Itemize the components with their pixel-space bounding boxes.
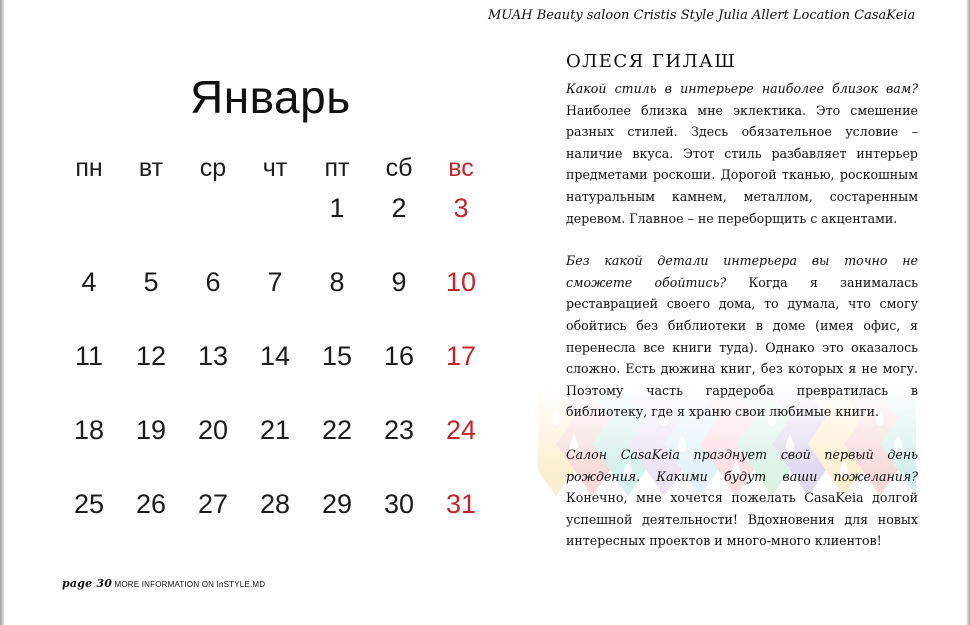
calendar-day: 1 [329,193,345,223]
qa-block-1 [566,78,918,229]
question-3: Салон CasaKeia празднует свой первый день рождения. Какими будут ваши пожелания? [566,446,918,484]
calendar-day: 6 [205,267,221,297]
calendar-day: 28 [259,489,291,519]
weekday-header: пт [324,154,350,182]
answer-1: Наиболее близка мне эклектика. Это смешение разных стилей. Здесь обязательное условие – наличие вкуса. Этот стиль разбавляет интерьер предметами роскоши. Дорогой тканью, роскошным натуральным камнем, металлом, состаренным деревом. Главное – не переборщить с акцентами. [566,102,918,226]
calendar-day: 16 [383,341,415,371]
calendar-empty-cell [58,188,120,262]
calendar-day: 3 [453,193,469,223]
photo-credits: MUAH Beauty saloon Cristis Style Julia Allert Location CasaKeia [488,8,916,23]
page-spine-left [0,0,4,625]
calendar-day: 17 [445,341,477,371]
calendar-empty-cell [120,188,182,262]
footer-link-text[interactable]: MORE INFORMATION ON InSTYLE.MD [114,580,266,589]
interviewee-name: ОЛЕСЯ ГИЛАШ [566,51,737,72]
calendar-day: 15 [321,341,353,371]
calendar-day: 11 [74,341,104,371]
calendar-day: 26 [135,489,167,519]
calendar-empty-cell [182,188,244,262]
calendar-day: 30 [383,489,415,519]
calendar-day: 9 [391,267,407,297]
calendar-day: 22 [321,415,353,445]
calendar-day: 12 [135,341,167,371]
calendar-month-title: Январь [190,71,351,123]
calendar-day: 5 [143,267,159,297]
weekday-header: ср [199,154,227,182]
calendar-grid [58,148,492,558]
calendar-day: 20 [197,415,229,445]
calendar-day: 31 [445,489,477,519]
calendar-day: 29 [321,489,353,519]
answer-3: Конечно, мне хочется пожелать CasaKeia долгой успешной деятельности! Вдохновения для новых интересных проектов и много-много клиентов! [566,490,918,549]
calendar-day: 7 [267,267,283,297]
calendar-day: 23 [383,415,415,445]
question-2: Без какой детали интерьера вы точно не сможете обойтись? [566,253,918,290]
weekday-header: сб [385,154,413,182]
calendar-day: 8 [329,267,345,297]
answer-2: Когда я занималась реставрацией своего дома, то думала, что смогу обойтись без библиотеки в доме (имея офис, я перенесла все книги туда). Однако это оказалось сложно. Есть дюжина книг, без которых я не могу. Поэтому часть гардероба превратилась в библиотеку, где я храню свои любимые книги. [566,274,918,420]
calendar-day: 2 [391,193,407,223]
weekday-header: чт [262,154,288,182]
weekday-header: пн [75,154,103,182]
calendar-empty-cell [244,188,306,262]
calendar-day: 25 [73,489,105,519]
calendar-day: 14 [259,341,291,371]
qa-block-3 [566,444,918,552]
page-spine-right [966,0,970,625]
calendar-day: 24 [445,415,477,445]
calendar-day: 4 [81,267,97,297]
interview-text [566,50,918,573]
qa-block-2 [566,250,918,423]
question-1: Какой стиль в интерьере наиболее близок вам? [566,81,918,96]
calendar-day: 27 [197,489,229,519]
page-footer [62,577,265,590]
weekday-header: вс [448,154,474,182]
calendar-day: 13 [197,341,229,371]
calendar-day: 19 [135,415,167,445]
weekday-header: вт [138,154,164,182]
calendar-day: 10 [445,267,477,297]
calendar-day: 18 [73,415,105,445]
page-number: page 30 [62,577,113,590]
calendar-day: 21 [259,415,291,445]
